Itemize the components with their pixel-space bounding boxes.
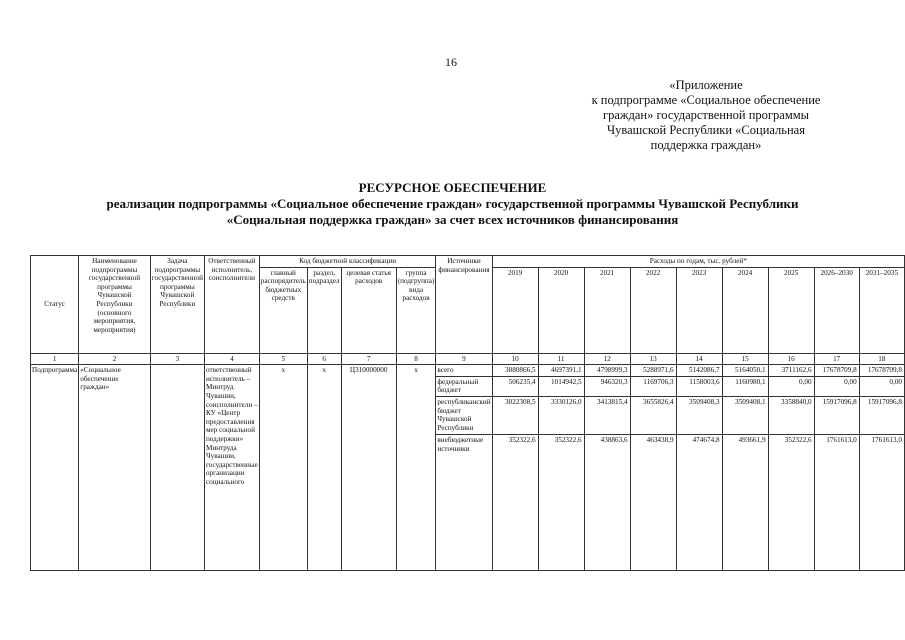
header-responsible: Ответственный исполнитель, соисполнители	[204, 256, 259, 354]
funding-value: 1169706,3	[630, 376, 676, 396]
col-number: 1	[31, 353, 79, 365]
funding-value: 3022308,5	[492, 396, 538, 434]
funding-value: 438863,6	[584, 434, 630, 570]
funding-value: 3711162,6	[768, 365, 814, 377]
col-number: 13	[630, 353, 676, 365]
funding-value: 1160980,1	[722, 376, 768, 396]
col-number: 8	[396, 353, 436, 365]
funding-value: 352322,6	[492, 434, 538, 570]
header-rzpr: раздел, подраздел	[307, 267, 341, 353]
funding-value: 1014942,5	[538, 376, 584, 396]
page-number: 16	[445, 55, 457, 69]
funding-value: 5142086,7	[676, 365, 722, 377]
col-number: 16	[768, 353, 814, 365]
header-year: 2024	[722, 267, 768, 353]
col-number: 17	[814, 353, 859, 365]
col-number: 12	[584, 353, 630, 365]
row-task	[150, 365, 204, 571]
column-numbers-row	[31, 353, 905, 365]
funding-value: 0,00	[768, 376, 814, 396]
col-number: 14	[676, 353, 722, 365]
appendix-line: поддержка граждан»	[650, 138, 762, 152]
row-responsible: ответственный исполнитель – Минтруд Чувашии, соисполнители – КУ «Центр предоставления мер социальной поддержки» Минтруда Чувашии, государственные организации социального	[204, 365, 259, 571]
col-number: 11	[538, 353, 584, 365]
row-rzpr: х	[307, 365, 341, 571]
funding-value: 1158003,6	[676, 376, 722, 396]
funding-source: всего	[436, 365, 492, 377]
funding-source: республиканский бюджет Чувашской Республики	[436, 396, 492, 434]
col-number: 7	[341, 353, 396, 365]
header-year: 2022	[630, 267, 676, 353]
funding-value: 352322,6	[538, 434, 584, 570]
funding-value: 506235,4	[492, 376, 538, 396]
funding-value: 493661,9	[722, 434, 768, 570]
funding-value: 5164050,1	[722, 365, 768, 377]
funding-source: внебюджетные источники	[436, 434, 492, 570]
funding-value: 17678709,8	[859, 365, 904, 377]
header-vr: группа (подгруппа) вида расходов	[396, 267, 436, 353]
resource-table	[30, 255, 905, 571]
funding-value: 3358840,0	[768, 396, 814, 434]
header-year: 2020	[538, 267, 584, 353]
col-number: 9	[436, 353, 492, 365]
funding-value: 3509408,3	[676, 396, 722, 434]
col-number: 4	[204, 353, 259, 365]
funding-value: 15917096,8	[814, 396, 859, 434]
header-csr: целевая статья расходов	[341, 267, 396, 353]
header-year: 2023	[676, 267, 722, 353]
funding-value: 4798999,3	[584, 365, 630, 377]
appendix-line: «Приложение	[669, 78, 743, 92]
header-status: Статус	[31, 256, 79, 354]
funding-value: 0,00	[859, 376, 904, 396]
funding-value: 352322,6	[768, 434, 814, 570]
funding-value: 3880866,5	[492, 365, 538, 377]
funding-value: 1761613,0	[859, 434, 904, 570]
header-budget-code: Код бюджетной классификации	[259, 256, 436, 268]
funding-value: 3509408,1	[722, 396, 768, 434]
funding-value: 5288971,6	[630, 365, 676, 377]
header-year: 2019	[492, 267, 538, 353]
funding-value: 0,00	[814, 376, 859, 396]
header-year: 2026–2030	[814, 267, 859, 353]
header-year: 2025	[768, 267, 814, 353]
col-number: 3	[150, 353, 204, 365]
col-number: 15	[722, 353, 768, 365]
appendix-line: к подпрограмме «Социальное обеспечение	[591, 93, 821, 107]
funding-value: 3655826,4	[630, 396, 676, 434]
funding-value: 15917096,8	[859, 396, 904, 434]
funding-value: 474674,8	[676, 434, 722, 570]
header-name: Наименование подпрограммы государственной программы Чувашской Республики (основного мероприятия, мероприятия)	[79, 256, 150, 354]
col-number: 10	[492, 353, 538, 365]
header-year: 2031–2035	[859, 267, 904, 353]
funding-value: 4697391,1	[538, 365, 584, 377]
funding-value: 1761613,0	[814, 434, 859, 570]
funding-source: федеральный бюджет	[436, 376, 492, 396]
funding-value: 463438,9	[630, 434, 676, 570]
appendix-line: Чувашской Республики «Социальная	[607, 123, 805, 137]
funding-value: 17678709,8	[814, 365, 859, 377]
row-name: «Социальное обеспечение граждан»	[79, 365, 150, 571]
title-line: РЕСУРСНОЕ ОБЕСПЕЧЕНИЕ	[358, 180, 547, 195]
header-sources: Источники финансирования	[436, 256, 492, 354]
funding-value: 946320,3	[584, 376, 630, 396]
header-grbs: главный распорядитель бюджетных средств	[259, 267, 307, 353]
appendix-line: граждан» государственной программы	[602, 108, 810, 122]
title-line: реализации подпрограммы «Социальное обеспечение граждан» государственной программы Чувашской Республики	[106, 196, 799, 211]
row-status: Подпрограмма	[31, 365, 79, 571]
col-number: 2	[79, 353, 150, 365]
header-year: 2021	[584, 267, 630, 353]
col-number: 18	[859, 353, 904, 365]
document-title	[40, 180, 865, 228]
col-number: 5	[259, 353, 307, 365]
row-grbs: х	[259, 365, 307, 571]
header-expenses: Расходы по годам, тыс. рублей*	[492, 256, 904, 268]
funding-value: 3330126,0	[538, 396, 584, 434]
funding-row-total	[31, 365, 905, 377]
row-csr: Ц310000000	[341, 365, 396, 571]
col-number: 6	[307, 353, 341, 365]
funding-value: 3413815,4	[584, 396, 630, 434]
title-line: «Социальная поддержка граждан» за счет всех источников финансирования	[226, 212, 679, 227]
row-vr: х	[396, 365, 436, 571]
appendix-note	[560, 78, 852, 153]
header-task: Задача подпрограммы государственной программы Чувашской Республики	[150, 256, 204, 354]
